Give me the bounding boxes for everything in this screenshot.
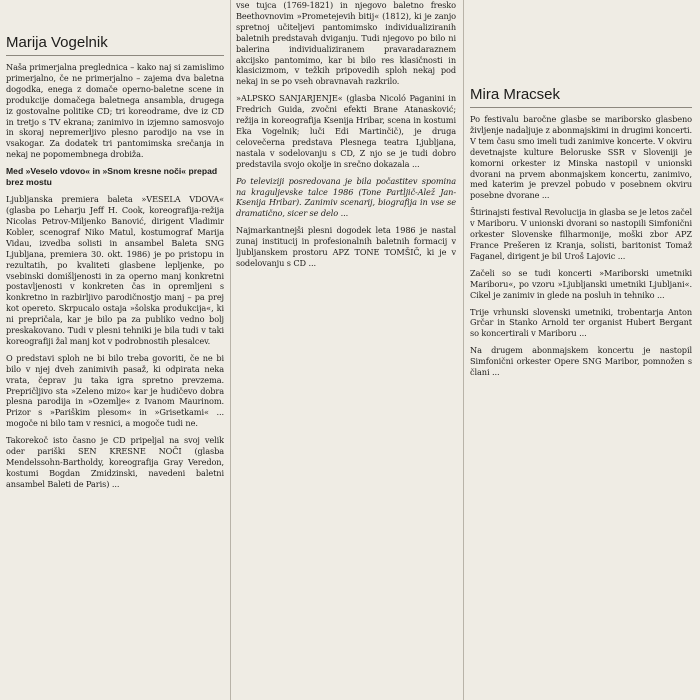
paragraph: Štirinajsti festival Revolucija in glasba se je letos začel v Mariboru. V unionski dvorani so nastopili Simfonični orkester Slovenske filharmonije, moški zbor APZ France Prešeren iz Kranja, solisti, baritonist Tomaž Faganel, dirigent je bil Uroš Lajovic ... (470, 207, 692, 261)
author-name: Mira Mracsek (470, 86, 561, 103)
paragraph: Na drugem abonmajskem koncertu je nastopil Simfonični orkester Opere SNG Maribor, pomnožen s člani ... (470, 345, 692, 378)
paragraph: Najmarkantnejši plesni dogodek leta 1986 je nastal zunaj institucij in profesionalnih baletnih formacij v ljubljanskem prostoru APZ TONE TOMŠIČ, ki je v sodelovanju s CD ... (236, 225, 456, 268)
paragraph: vse tujca (1769-1821) in njegovo baletno fresko Beethovnovim »Prometejevih bitij« (1812), ki je zanjo spretnoj učiteljevi pantomimsko individualiziranih baletnih predstavah dviganju. Tudi njegovo po bilo ni balerina individualiziranem pravaradaraznem akcijsko pantomimo, kar bi bilo res klasičnosti in klasicizmom, v težkih pripovedih sploh nekaj pod nekaj in se po vseh obravnavah razkrilo. (236, 0, 456, 87)
rule (470, 107, 692, 108)
paragraph: Po festivalu baročne glasbe se mariborsko glasbeno življenje nadaljuje z abonmajskimi in drugimi koncerti. V tem času smo imeli tudi zanimive koncerte. V okviru devetnajste kulture Beloruske SSR v Sloveniji je komorni orkester iz Minska nastopil v unionski dvorani na prvem abonmajskem koncertu, zanimivo, med katerim je prevzel pobudo v posebnem okviru posebne dvorane ... (470, 114, 692, 201)
column-middle (236, 0, 456, 700)
paragraph: Trije vrhunski slovenski umetniki, trobentarja Anton Grčar in Stanko Arnold ter organist Hubert Bergant so koncertirali v Mariboru ... (470, 306, 692, 339)
section-subhead: Med »Veselo vdovo« in »Snom kresne noči« prepad brez mostu (6, 166, 218, 188)
column-divider (463, 0, 464, 700)
rule (6, 55, 224, 56)
column-right (470, 0, 692, 700)
paragraph-italic: Po televiziji posredovana je bila počastitev spomina na kraguljevske talce 1986 (Tone Partljič-Alež Jan-Ksenija Hribar). Zanimiv scenarij, biografija in vse se dramatično, sicer se delo ... (236, 175, 456, 219)
column-left (6, 0, 224, 700)
paragraph: Začeli so se tudi koncerti »Mariborski umetniki Mariboru«, po vzoru »Ljubljanski umetniki Ljubljani«. Cikel je zanimiv in glede na posluh in tehniko ... (470, 267, 692, 300)
paragraph: Ljubljanska premiera baleta »VESELA VDOVA« (glasba po Leharju Jeff H. Cook, koreografija-režija Nicolas Petrov-Miljenko Banović, dirigent Vladimir Kobler, scenograf Niko Matul, kostumograf Marija Vidau, izvedba solisti in ansambel Baleta SNG Ljubljana, premiera 30. okt. 1986) je po pristopu in rezultatih, po kvaliteti glasbene lepljenke, po vsebinski domišljenosti in za operno manj konkretni postavljenosti v konkreten čas in opremljeni s konkretno in razbirljivo parodičnostjo manj – pa prej kot opereto. Skrpucalo ostaja »šolska produkcija«, ki ni prepričala, kar je bilo pa za publiko vedno bolj preskakovano. Tudi v plesni tehniki je bila tudi v taki koreografiji žal manj kot v podrobnostih plesalcev. (6, 194, 224, 346)
paragraph: Takorekoč isto časno je CD pripeljal na svoj velik oder pariški SEN KRESNE NOČI (glasba Mendelssohn-Bartholdy, koreografija Gray Veredon, kostumi Bogdan Zmidzinski, navedeni baletni ansambel Baleti de Paris) ... (6, 435, 224, 489)
column-divider (230, 0, 231, 700)
paragraph: O predstavi sploh ne bi bilo treba govoriti, če ne bi bilo v njej dveh zanimivih pasaž, ki odpirata neka vrata, čeprav ju taka igra spretno prevzema. Prepričljivo sta »Zeleno mizo« kar je hudičevo dobra plesna parodija in »Ozemlje« z Ivanom Maurinom. Prizor s »Pariškim plesom« in »Grisetkami« ... mogoče ni bilo tam v resnici, a mogoče tudi ne. (6, 352, 224, 429)
paragraph: »ALPSKO SANJARJENJE« (glasba Nicoló Paganini in Fredrich Guida, zvočni efekti Brane Atanasković; režija in koreografija Ksenija Hribar, scena in kostumi Eka Vogelnik; luči Edi Martinčič), je druga celovečerna predstava Plesnega teatra Ljubljana, nastala v sodelovanju s CD, Z njo se je tudi dobro predstavila svojo okolje in srečno dokazala ... (236, 93, 456, 169)
author-name: Marija Vogelnik (6, 34, 108, 51)
paragraph: Naša primerjalna preglednica – kako naj si zamislimo primerjalno, če ne primerjalno – zajema dva baletna dogodka, enega z domače operno-baletne scene in produkcije domačega baletnega ansambla, drugega iz gostovalne politike CD; tri koreodrame, dve iz CD in tretjo s TV ekrana; zanimivo in izjemno samosvojo in skoraj nepremerljivo plesno parodijo na vse in vsakogar. Za dodatek tri pantomimska srečanja in nekaj ne popomembnega drobiža. (6, 62, 224, 160)
